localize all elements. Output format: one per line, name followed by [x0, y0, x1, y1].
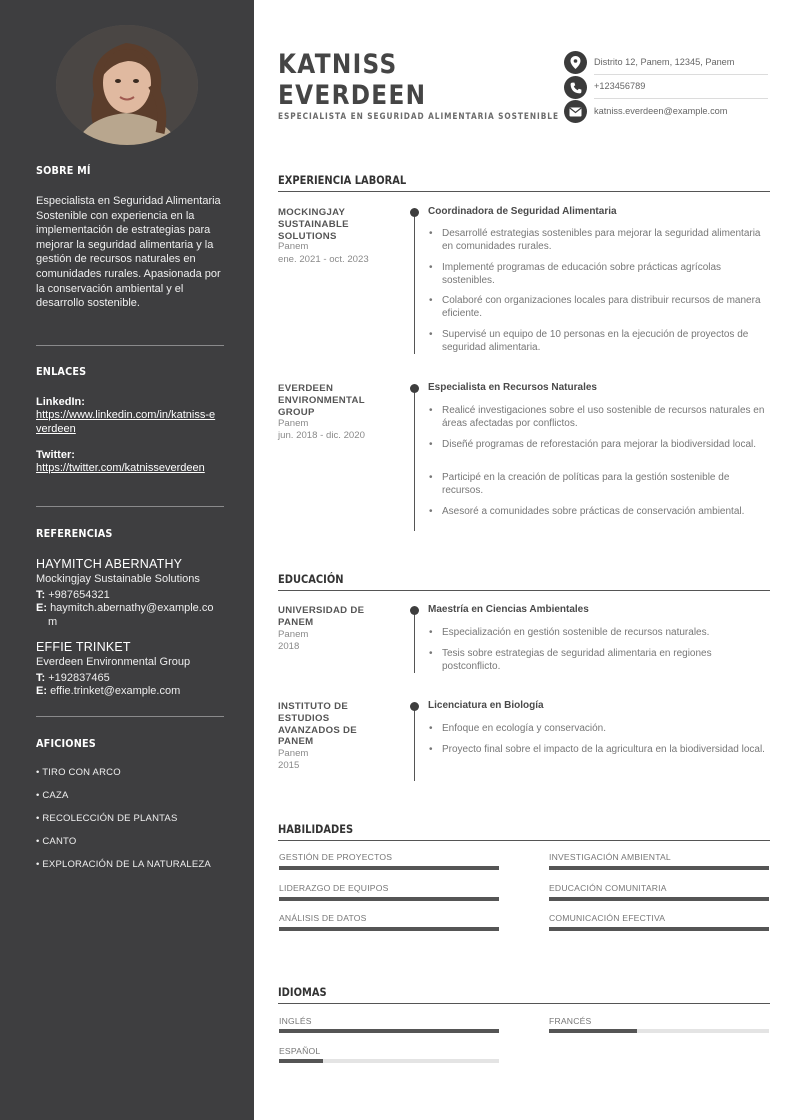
- about-title: SOBRE MÍ: [36, 164, 91, 177]
- job-title: Coordinadora de Seguridad Alimentaria: [428, 206, 617, 217]
- references-title: REFERENCIAS: [36, 527, 113, 540]
- timeline-dot: [410, 702, 419, 711]
- phone-label: T:: [36, 672, 46, 684]
- reference-email: [36, 602, 220, 629]
- school-name: UNIVERSIDAD DE PANEM: [278, 605, 365, 628]
- hobby-item: • CANTO: [36, 836, 77, 847]
- divider: [36, 506, 224, 507]
- language-label: FRANCÉS: [549, 1016, 592, 1026]
- language-bar-fill: [549, 1029, 637, 1033]
- skill-bar-fill: [279, 866, 499, 870]
- hobby-item: • CAZA: [36, 790, 69, 801]
- reference-email-value[interactable]: haymitch.abernathy@example.com: [48, 602, 214, 628]
- about-text: Especialista en Seguridad Alimentaria Sostenible con experiencia en la implementación de estrategias para mejorar la seguridad alimentaria y la gestión de recursos naturales en comunidades rurales. Apasionada por la conservación ambiental y el desarrollo sostenible.: [36, 195, 221, 310]
- education-bullet: • Enfoque en ecología y conservación.: [429, 722, 771, 735]
- reference-email: [36, 685, 220, 699]
- divider: [594, 98, 768, 99]
- section-rule: [278, 590, 770, 591]
- skill-label: EDUCACIÓN COMUNITARIA: [549, 883, 667, 893]
- employment-dates: ene. 2021 - oct. 2023: [278, 254, 369, 265]
- education-bullet: • Tesis sobre estrategias de seguridad alimentaria en regiones postconflicto.: [429, 647, 771, 674]
- email-label: E:: [36, 602, 47, 614]
- job-title: Especialista en Recursos Naturales: [428, 382, 597, 393]
- education-title: EDUCACIÓN: [278, 572, 344, 586]
- skill-label: INVESTIGACIÓN AMBIENTAL: [549, 852, 671, 862]
- avatar: [56, 25, 198, 145]
- experience-bullet: • Participé en la creación de políticas para la gestión sostenible de recursos.: [429, 471, 771, 498]
- twitter-link[interactable]: https://twitter.com/katnisseverdeen: [36, 462, 205, 474]
- employment-dates: jun. 2018 - dic. 2020: [278, 430, 365, 441]
- degree-title: Licenciatura en Biología: [428, 700, 544, 711]
- employer-name: EVERDEEN ENVIRONMENTAL GROUP: [278, 383, 365, 418]
- skill-bar: [549, 927, 769, 931]
- skill-bar: [279, 897, 499, 901]
- education-date: 2018: [278, 641, 300, 652]
- skill-label: COMUNICACIÓN EFECTIVA: [549, 913, 666, 923]
- timeline-dot: [410, 208, 419, 217]
- links-title: ENLACES: [36, 365, 87, 378]
- timeline-line: [414, 707, 415, 781]
- skill-label: GESTIÓN DE PROYECTOS: [279, 852, 393, 862]
- reference-company: Everdeen Environmental Group: [36, 656, 191, 668]
- section-rule: [278, 1003, 770, 1004]
- skill-label: LIDERAZGO DE EQUIPOS: [279, 883, 389, 893]
- language-bar-fill: [279, 1029, 499, 1033]
- language-bar: [279, 1059, 499, 1063]
- school-location: Panem: [278, 748, 309, 759]
- experience-bullet: • Diseñé programas de reforestación para mejorar la biodiversidad local.: [429, 438, 771, 451]
- skill-bar-fill: [549, 927, 769, 931]
- language-bar-fill: [279, 1059, 323, 1063]
- reference-name: HAYMITCH ABERNATHY: [36, 557, 183, 571]
- school-name: INSTITUTO DE ESTUDIOS AVANZADOS DE PANEM: [278, 701, 357, 748]
- first-name: KATNISS: [278, 49, 398, 80]
- skill-label: ANÁLISIS DE DATOS: [279, 913, 367, 923]
- phone-label: T:: [36, 589, 46, 601]
- mail-icon: [564, 100, 587, 123]
- email-label: E:: [36, 685, 47, 697]
- reference-email-value[interactable]: effie.trinket@example.com: [50, 685, 181, 697]
- sidebar: [0, 0, 254, 1120]
- timeline-line: [414, 212, 415, 354]
- education-bullet: • Especialización en gestión sostenible de recursos naturales.: [429, 626, 771, 639]
- timeline-dot: [410, 384, 419, 393]
- employer-name: MOCKINGJAY SUSTAINABLE SOLUTIONS: [278, 207, 349, 242]
- reference-name: EFFIE TRINKET: [36, 640, 131, 654]
- email-text[interactable]: katniss.everdeen@example.com: [594, 106, 728, 116]
- language-bar: [549, 1029, 769, 1033]
- reference-phone: [36, 589, 220, 603]
- section-rule: [278, 191, 770, 192]
- divider: [594, 74, 768, 75]
- divider: [36, 716, 224, 717]
- linkedin-link[interactable]: https://www.linkedin.com/in/katniss-everdeen: [36, 409, 216, 435]
- experience-bullet: • Asesoré a comunidades sobre prácticas de conservación ambiental.: [429, 505, 771, 518]
- skill-bar: [279, 866, 499, 870]
- timeline-line: [414, 389, 415, 531]
- school-location: Panem: [278, 629, 309, 640]
- employer-location: Panem: [278, 241, 309, 252]
- linkedin-label: LinkedIn:: [36, 396, 85, 408]
- hobby-item: • EXPLORACIÓN DE LA NATURALEZA: [36, 859, 211, 870]
- skill-bar: [549, 866, 769, 870]
- experience-title: EXPERIENCIA LABORAL: [278, 173, 407, 187]
- location-pin-icon: [564, 51, 587, 74]
- reference-phone-value: +192837465: [48, 672, 110, 684]
- phone-icon: [564, 76, 587, 99]
- reference-phone-value: +987654321: [48, 589, 110, 601]
- experience-bullet: • Implementé programas de educación sobre prácticas agrícolas sostenibles.: [429, 261, 771, 288]
- address-text: Distrito 12, Panem, 12345, Panem: [594, 57, 735, 67]
- education-bullet: • Proyecto final sobre el impacto de la agricultura en la biodiversidad local.: [429, 743, 771, 756]
- timeline-line: [414, 611, 415, 673]
- experience-bullet: • Desarrollé estrategias sostenibles para mejorar la seguridad alimentaria en comunidades rurales.: [429, 227, 771, 254]
- skill-bar-fill: [279, 897, 499, 901]
- job-role: ESPECIALISTA EN SEGURIDAD ALIMENTARIA SOSTENIBLE: [278, 112, 559, 122]
- skill-bar: [549, 897, 769, 901]
- timeline-dot: [410, 606, 419, 615]
- last-name: EVERDEEN: [278, 80, 427, 111]
- languages-title: IDIOMAS: [278, 985, 327, 999]
- hobby-item: • RECOLECCIÓN DE PLANTAS: [36, 813, 178, 824]
- hobby-item: • TIRO CON ARCO: [36, 767, 121, 778]
- education-date: 2015: [278, 760, 300, 771]
- divider: [36, 345, 224, 346]
- employer-location: Panem: [278, 418, 309, 429]
- language-label: INGLÉS: [279, 1016, 312, 1026]
- twitter-label: Twitter:: [36, 449, 75, 461]
- language-label: ESPAÑOL: [279, 1046, 321, 1056]
- section-rule: [278, 840, 770, 841]
- experience-bullet: • Supervisé un equipo de 10 personas en la ejecución de proyectos de seguridad alimentaria.: [429, 328, 771, 355]
- language-bar: [279, 1029, 499, 1033]
- skill-bar: [279, 927, 499, 931]
- reference-company: Mockingjay Sustainable Solutions: [36, 573, 200, 585]
- phone-text: +123456789: [594, 81, 646, 91]
- hobbies-title: AFICIONES: [36, 737, 96, 750]
- experience-bullet: • Realicé investigaciones sobre el uso sostenible de recursos naturales en áreas afectadas por conflictos.: [429, 404, 771, 431]
- skill-bar-fill: [279, 927, 499, 931]
- degree-title: Maestría en Ciencias Ambientales: [428, 604, 589, 615]
- reference-phone: [36, 672, 220, 686]
- skill-bar-fill: [549, 866, 769, 870]
- skills-title: HABILIDADES: [278, 822, 354, 836]
- experience-bullet: • Colaboré con organizaciones locales para distribuir recursos de manera eficiente.: [429, 294, 771, 321]
- skill-bar-fill: [549, 897, 769, 901]
